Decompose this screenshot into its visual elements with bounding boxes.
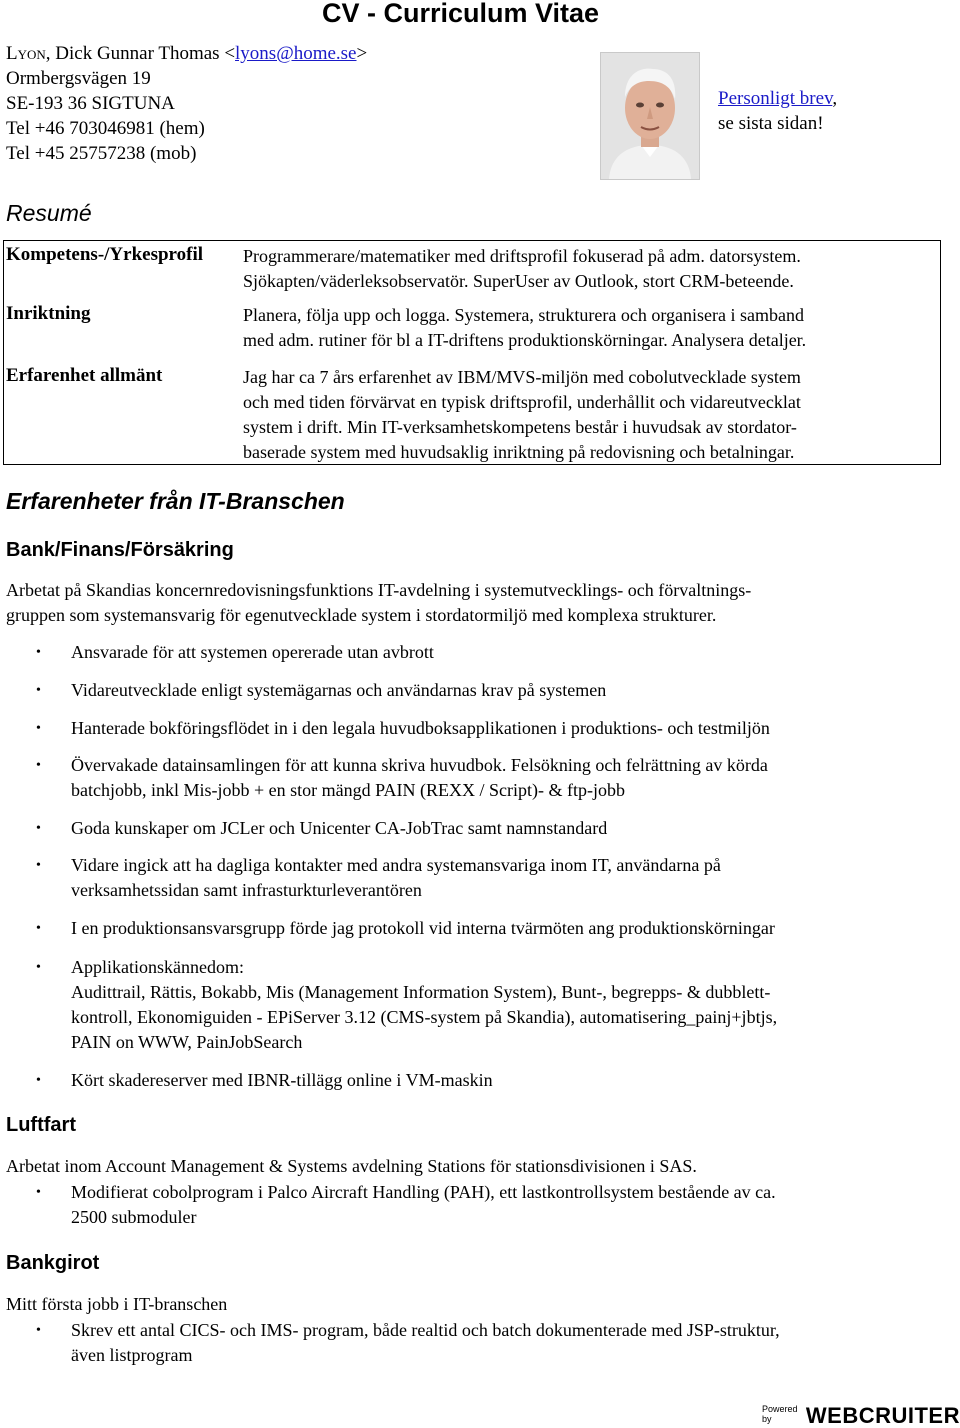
list-item-line: Vidare ingick att ha dagliga kontakter med andra systemansvariga inom IT, användarna på	[71, 855, 721, 875]
bullet-icon: •	[36, 1323, 41, 1338]
summary-line: med adm. rutiner för bl a IT-driftens produktionskörningar. Analysera detaljer.	[243, 330, 807, 350]
bullet-icon: •	[36, 1073, 41, 1088]
summary-line: Planera, följa upp och logga. Systemera, strukturera och organisera i samband	[243, 305, 804, 325]
bullet-icon: •	[36, 721, 41, 736]
list-item	[71, 716, 941, 741]
bullet-icon: •	[36, 921, 41, 936]
bullet-icon: •	[36, 645, 41, 660]
list-item	[71, 816, 941, 841]
section-heading-bank: Bank/Finans/Försäkring	[6, 539, 234, 561]
contact-street: Ormbergsvägen 19	[6, 68, 151, 89]
contact-phone-home: Tel +46 703046981 (hem)	[6, 118, 205, 139]
list-item-line: Audittrail, Rättis, Bokabb, Mis (Management Information System), Bunt-, begrepps- & dubblett-	[71, 982, 771, 1002]
list-item	[71, 916, 941, 941]
list-item-line: verksamhetssidan samt infrasturkturleverantören	[71, 880, 422, 900]
list-item-line: Applikationskännedom:	[71, 957, 244, 977]
list-item-line: Ansvarade för att systemen opererade utan avbrott	[71, 642, 434, 662]
list-item	[71, 1318, 941, 1368]
bankgirot-intro: Mitt första jobb i IT-branschen	[6, 1294, 228, 1314]
bullet-icon: •	[36, 1185, 41, 1200]
bullet-icon: •	[36, 758, 41, 773]
summary-line: system i drift. Min IT-verksamhetskompetens består i huvudsak av stordator-	[243, 417, 797, 437]
bullet-icon: •	[36, 683, 41, 698]
summary-label-profile: Kompetens-/Yrkesprofil	[6, 244, 204, 265]
summary-label-experience: Erfarenhet allmänt	[6, 365, 163, 386]
cover-letter-note	[718, 86, 837, 136]
list-item	[71, 1180, 941, 1230]
bullet-icon: •	[36, 821, 41, 836]
powered-by-label: Powered by	[762, 1404, 798, 1424]
list-item-line: Goda kunskaper om JCLer och Unicenter CA-JobTrac samt namnstandard	[71, 818, 608, 838]
list-item	[71, 853, 941, 903]
list-item	[71, 753, 941, 803]
list-item-line: Kört skadereserver med IBNR-tillägg online i VM-maskin	[71, 1070, 493, 1090]
summary-text-experience	[243, 365, 943, 465]
cover-letter-page-note: se sista sidan!	[718, 113, 824, 134]
list-item-line: även listprogram	[71, 1345, 193, 1365]
resume-heading: Resumé	[6, 200, 92, 226]
summary-line: Programmerare/matematiker med driftsprofil fokuserad på adm. datorsystem.	[243, 246, 801, 266]
list-item	[71, 955, 941, 1055]
contact-block	[6, 41, 367, 166]
summary-label-focus: Inriktning	[6, 303, 91, 324]
profile-photo	[600, 52, 700, 180]
list-item-line: I en produktionsansvarsgrupp förde jag protokoll vid interna tvärmöten ang produktionskörningar	[71, 918, 775, 938]
contact-phone-mobile: Tel +45 25757238 (mob)	[6, 143, 197, 164]
cover-letter-link-suffix: ,	[832, 88, 838, 109]
list-item-line: Övervakade datainsamlingen för att kunna skriva huvudbok. Felsökning och felrättning av körda	[71, 755, 768, 775]
contact-name-line	[6, 41, 367, 66]
cover-letter-link[interactable]: Personligt brev	[718, 88, 833, 109]
summary-line: Jag har ca 7 års erfarenhet av IBM/MVS-miljön med cobolutvecklade system	[243, 367, 801, 387]
bullet-icon: •	[36, 960, 41, 975]
experience-heading: Erfarenheter från IT-Branschen	[6, 488, 345, 514]
contact-given-names: , Dick Gunnar Thomas <	[45, 43, 236, 64]
footer-branding	[762, 1404, 960, 1427]
contact-surname: Lyon	[6, 43, 46, 64]
list-item-line: batchjobb, inkl Mis-jobb + en stor mängd PAIN (REXX / Script)- & ftp-jobb	[71, 780, 625, 800]
section-heading-bankgirot: Bankgirot	[6, 1252, 100, 1274]
list-item-line: Modifierat cobolprogram i Palco Aircraft Handling (PAH), ett lastkontrollsystem bestående av ca.	[71, 1182, 776, 1202]
aviation-intro: Arbetat inom Account Management & Systems avdelning Stations för stationsdivisionen i SAS.	[6, 1156, 697, 1176]
summary-line: Sjökapten/väderleksobservatör. SuperUser av Outlook, stort CRM-beteende.	[243, 271, 794, 291]
section-heading-aviation: Luftfart	[6, 1114, 76, 1136]
summary-text-focus	[243, 303, 943, 353]
list-item	[71, 1068, 941, 1093]
paragraph-line: gruppen som systemansvarig för egenutvecklade system i stordatormiljö med komplexa strukturer.	[6, 605, 717, 625]
list-item-line: kontroll, Ekonomiguiden - EPiServer 3.12 (CMS-system på Skandia), automatisering_painj+jbtjs,	[71, 1007, 778, 1027]
email-close: >	[356, 43, 368, 64]
contact-postal: SE-193 36 SIGTUNA	[6, 93, 175, 114]
list-item-line: Vidareutvecklade enligt systemägarnas och användarnas krav på systemen	[71, 680, 607, 700]
paragraph-line: Arbetat på Skandias koncernredovisningsfunktions IT-avdelning i systemutvecklings- och förvaltnings-	[6, 580, 752, 600]
list-item-line: 2500 submoduler	[71, 1207, 197, 1227]
bullet-icon: •	[36, 858, 41, 873]
page-title: CV - Curriculum Vitae	[322, 0, 600, 28]
list-item-line: Skrev ett antal CICS- och IMS- program, både realtid och batch dokumenterade med JSP-struktur,	[71, 1320, 780, 1340]
summary-text-profile	[243, 244, 943, 294]
summary-line: och med tiden förvärvat en typisk driftsprofil, underhållit och vidareutvecklat	[243, 392, 801, 412]
email-link[interactable]: lyons@home.se	[235, 43, 357, 64]
bank-intro	[6, 578, 936, 628]
list-item	[71, 678, 941, 703]
portrait-image	[601, 53, 699, 179]
webcruiter-logo: WEBCRUITER	[805, 1403, 960, 1428]
list-item	[71, 640, 941, 665]
list-item-line: PAIN on WWW, PainJobSearch	[71, 1032, 303, 1052]
list-item-line: Hanterade bokföringsflödet in i den legala huvudboksapplikationen i produktions- och testmiljön	[71, 718, 770, 738]
summary-line: baserade system med huvudsaklig inriktning på redovisning och betalningar.	[243, 442, 795, 462]
